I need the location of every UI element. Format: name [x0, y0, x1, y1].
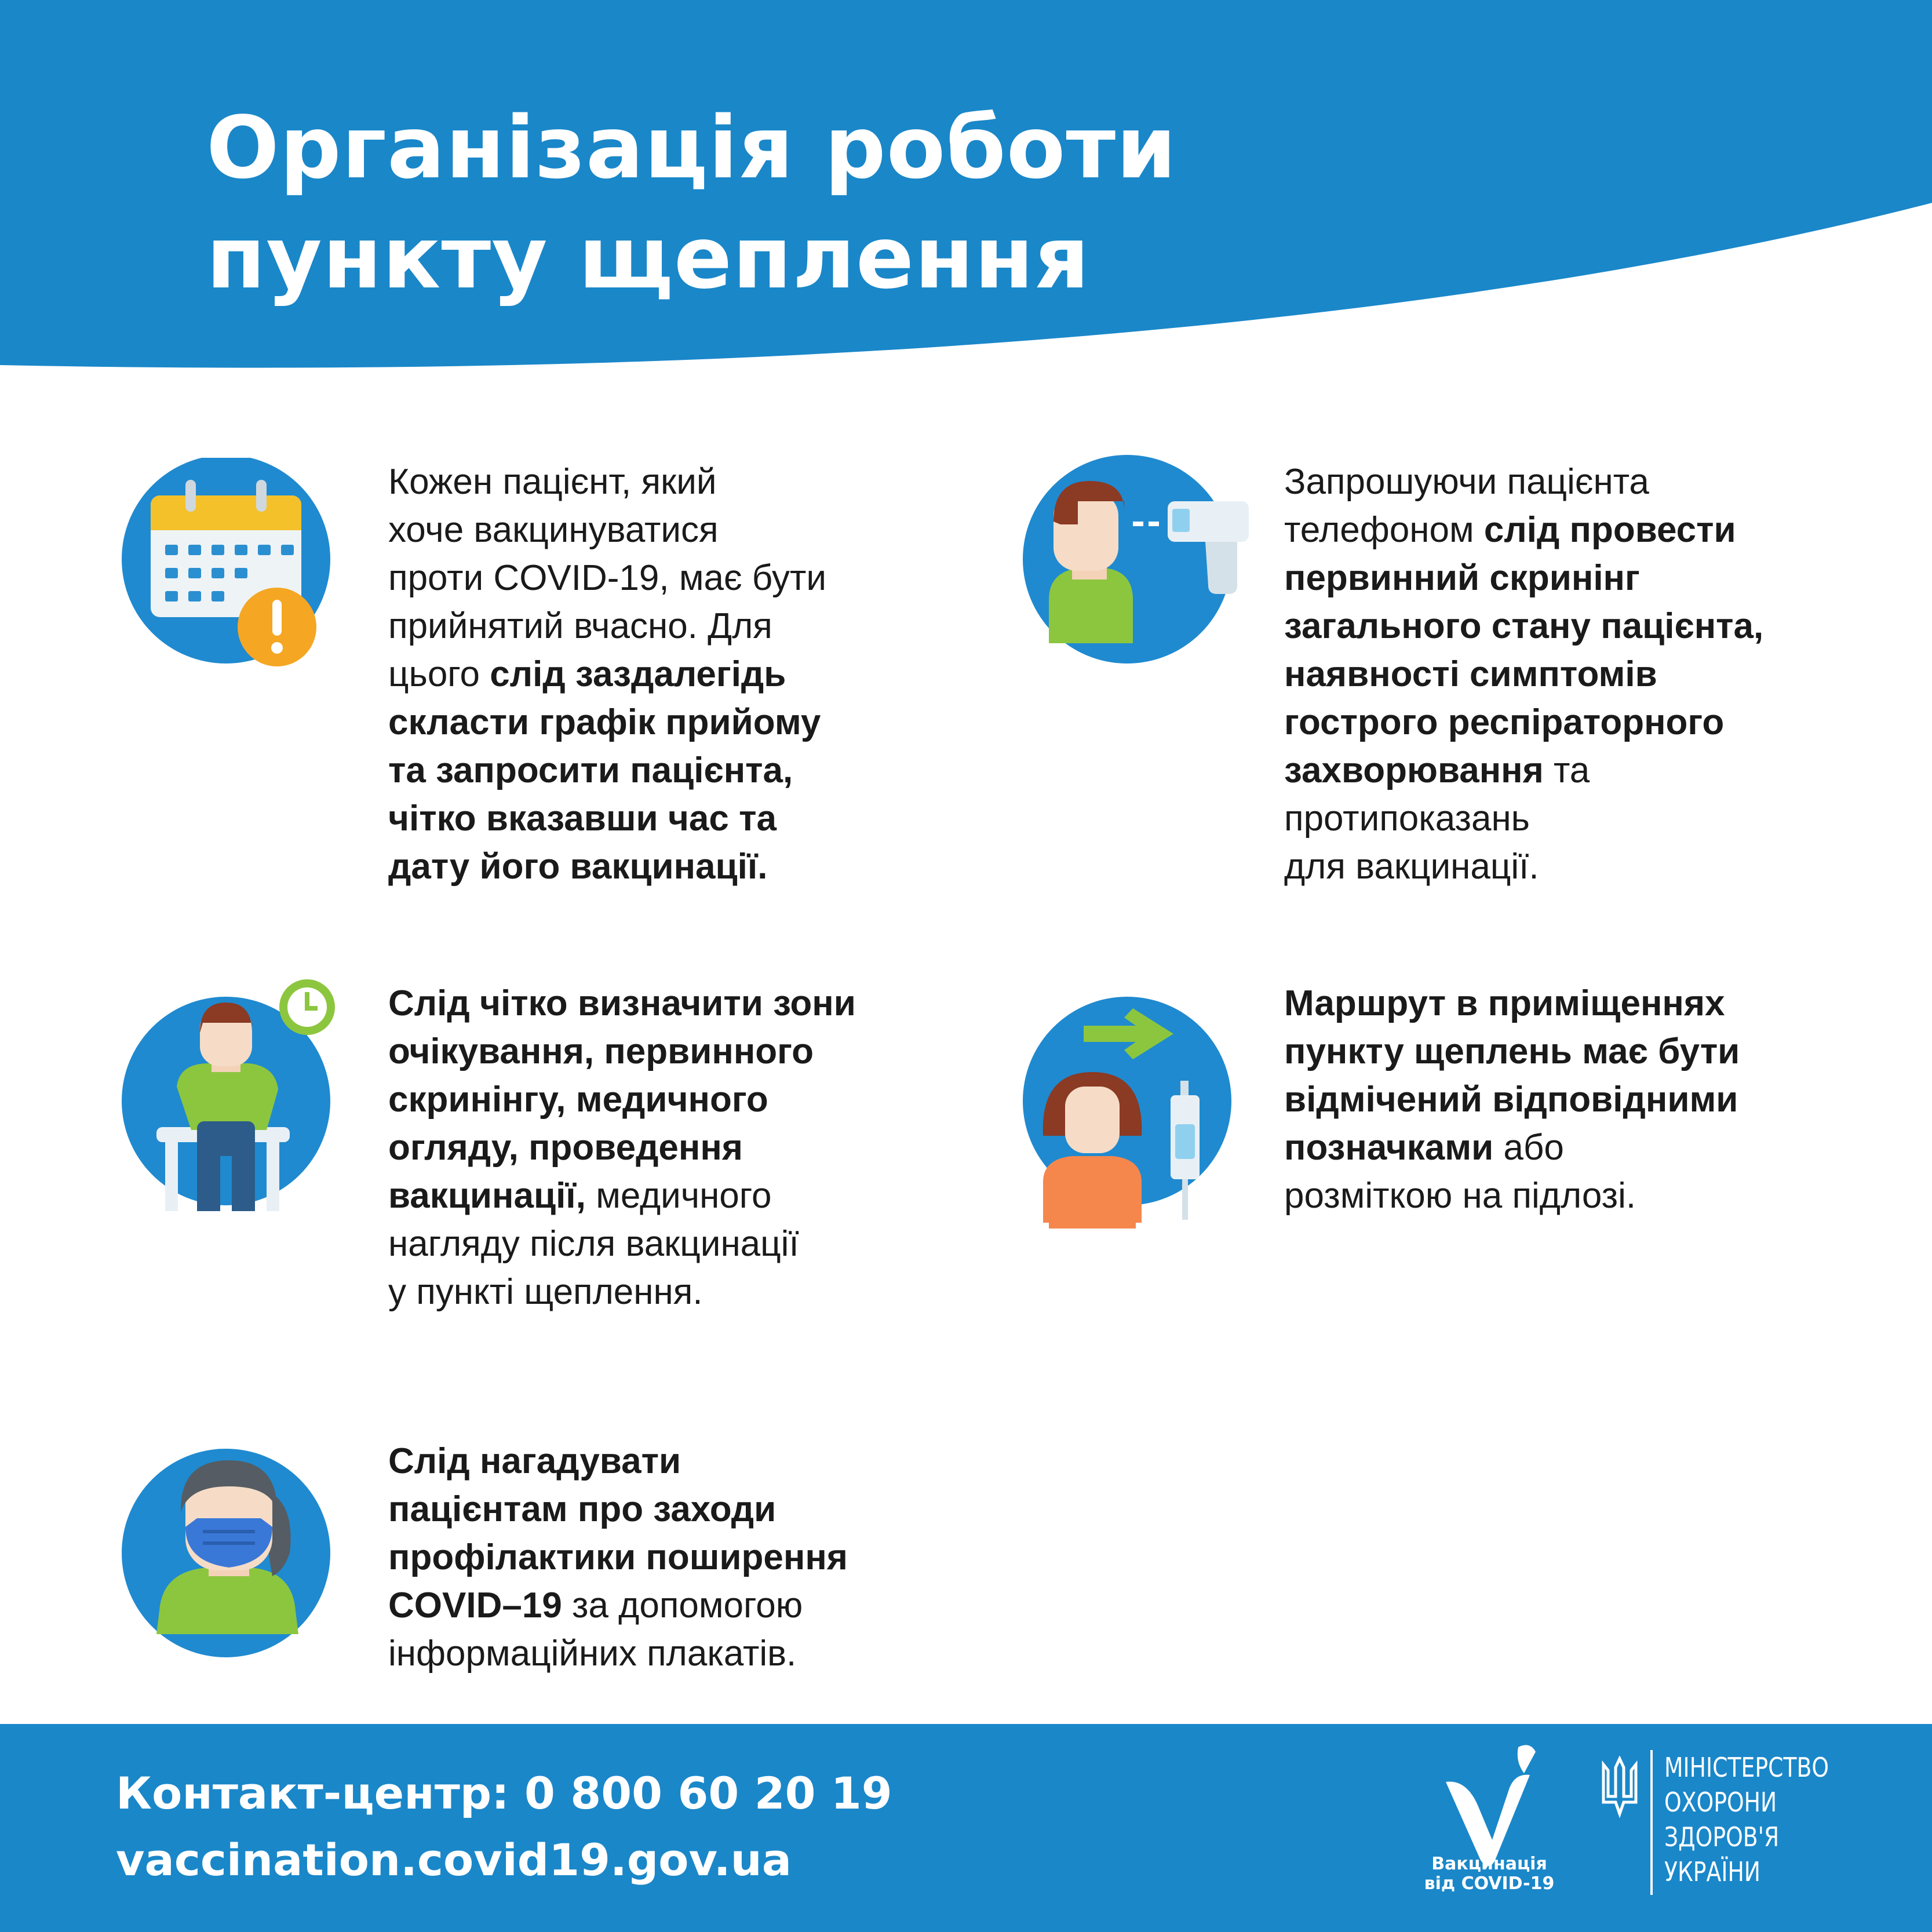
bold-text-run: COVID–19 [388, 1585, 562, 1625]
text-line [1284, 794, 1763, 843]
text-line [1284, 1027, 1740, 1076]
ministry-name-line-1: МІНІСТЕРСТВО [1664, 1752, 1829, 1783]
text-line [388, 1581, 848, 1630]
text-line [1284, 843, 1763, 891]
bold-text-run: загального стану пацієнта, [1284, 606, 1764, 646]
text-line [1284, 979, 1740, 1027]
masked-woman-icon [116, 1437, 348, 1669]
text-line [388, 1485, 848, 1533]
text-line [388, 1533, 848, 1581]
text-run: цього [388, 654, 490, 694]
ministry-name-line-2: ОХОРОНИ [1664, 1787, 1777, 1818]
text-run: проти COVID-19, має бути [388, 558, 826, 598]
ministry-divider [1650, 1750, 1653, 1895]
bold-text-run: пацієнтам про заходи [388, 1489, 777, 1529]
text-line [1284, 746, 1763, 794]
website-link[interactable]: vaccination.covid19.gov.ua [116, 1834, 792, 1886]
bold-text-run: первинний скринінг [1284, 558, 1640, 598]
vaccination-logo-caption-line-1: Вакцинація [1431, 1854, 1547, 1874]
bold-text-run: Слід нагадувати [388, 1441, 681, 1481]
text-line [388, 554, 826, 602]
text-line [388, 698, 826, 746]
text-line [388, 979, 856, 1027]
text-run: хоче вакцинуватися [388, 510, 719, 550]
bold-text-run: дату його вакцинації. [388, 847, 768, 887]
text-line [388, 794, 826, 843]
text-line [388, 843, 826, 891]
text-run: інформаційних плакатів. [388, 1634, 797, 1674]
bold-text-run: огляду, проведення [388, 1128, 743, 1168]
text-run: Кожен пацієнт, який [388, 462, 717, 502]
text-line [1284, 698, 1763, 746]
text-line [1284, 1172, 1740, 1220]
schedule-text [388, 458, 826, 891]
bold-text-run: очікування, первинного [388, 1031, 814, 1071]
text-line [1284, 602, 1763, 650]
text-run: телефоном [1284, 510, 1484, 550]
waiting-patient-clock-icon [116, 979, 348, 1223]
bold-text-run: наявності симптомів [1284, 654, 1657, 694]
text-run: протипоказань [1284, 799, 1530, 839]
bold-text-run: пункту щеплень має бути [1284, 1031, 1740, 1071]
bold-text-run: слід заздалегідь [490, 654, 786, 694]
text-run: та [1543, 750, 1590, 790]
text-line [1284, 458, 1763, 506]
ministry-name-line-3: ЗДОРОВ'Я [1664, 1821, 1780, 1853]
text-line [388, 602, 826, 650]
text-line [388, 1027, 856, 1076]
text-line [388, 1124, 856, 1172]
text-line [1284, 554, 1763, 602]
page-title-line-1: Організація роботи [206, 98, 1177, 198]
text-line [388, 650, 826, 698]
screening-text [1284, 458, 1763, 891]
bold-text-run: та запросити пацієнта, [388, 750, 793, 790]
text-line [388, 1076, 856, 1124]
text-line [1284, 650, 1763, 698]
bold-text-run: скласти графік прийому [388, 702, 821, 742]
route-text [1284, 979, 1740, 1220]
text-line [388, 746, 826, 794]
text-run: у пункті щеплення. [388, 1272, 703, 1312]
bold-text-run: Слід чітко визначити зони [388, 983, 856, 1023]
bold-text-run: профілактики поширення [388, 1537, 848, 1577]
text-line [1284, 506, 1763, 554]
text-run: медичного [585, 1176, 772, 1216]
text-run: прийнятий вчасно. Для [388, 606, 772, 646]
text-line [388, 1268, 856, 1316]
text-line [388, 458, 826, 506]
thermometer-screening-icon [1008, 446, 1252, 678]
page-title-line-2: пункту щеплення [206, 208, 1090, 308]
trident-emblem-icon [1599, 1756, 1640, 1820]
prevention-text [388, 1437, 848, 1678]
ministry-name [1664, 1750, 1829, 1889]
text-line [1284, 1076, 1740, 1124]
bold-text-run: позначками [1284, 1128, 1494, 1168]
bold-text-run: слід провести [1483, 510, 1736, 550]
page-title [206, 93, 1365, 313]
bold-text-run: відмічений відповідними [1284, 1080, 1738, 1120]
text-run: для вакцинації. [1284, 847, 1539, 887]
route-arrow-syringe-icon [1008, 985, 1240, 1229]
text-line [1284, 1124, 1740, 1172]
text-line [388, 1630, 848, 1678]
text-run: за допомогою [562, 1585, 803, 1625]
bold-text-run: захворювання [1284, 750, 1544, 790]
bold-text-run: вакцинації, [388, 1176, 586, 1216]
bold-text-run: скринінгу, медичного [388, 1080, 768, 1120]
text-line [388, 1437, 848, 1485]
text-run: Запрошуючи пацієнта [1284, 462, 1649, 502]
footer-bar [0, 1724, 1932, 1932]
text-line [388, 1172, 856, 1220]
calendar-warning-icon [116, 458, 342, 684]
bold-text-run: гострого респіраторного [1284, 702, 1725, 742]
ministry-name-line-4: УКРАЇНИ [1664, 1856, 1761, 1887]
contact-center-phone[interactable]: Контакт-центр: 0 800 60 20 19 [116, 1767, 892, 1819]
text-run: нагляду після вакцинації [388, 1224, 799, 1264]
text-line [388, 1220, 856, 1268]
text-line [388, 506, 826, 554]
zones-text [388, 979, 856, 1316]
vaccination-logo-caption [1391, 1854, 1588, 1894]
bold-text-run: чітко вказавши час та [388, 799, 777, 839]
vaccination-logo-caption-line-2: від COVID-19 [1424, 1873, 1555, 1894]
text-run: розміткою на підлозі. [1284, 1176, 1636, 1216]
bold-text-run: Маршрут в приміщеннях [1284, 983, 1725, 1023]
text-run: або [1493, 1128, 1564, 1168]
